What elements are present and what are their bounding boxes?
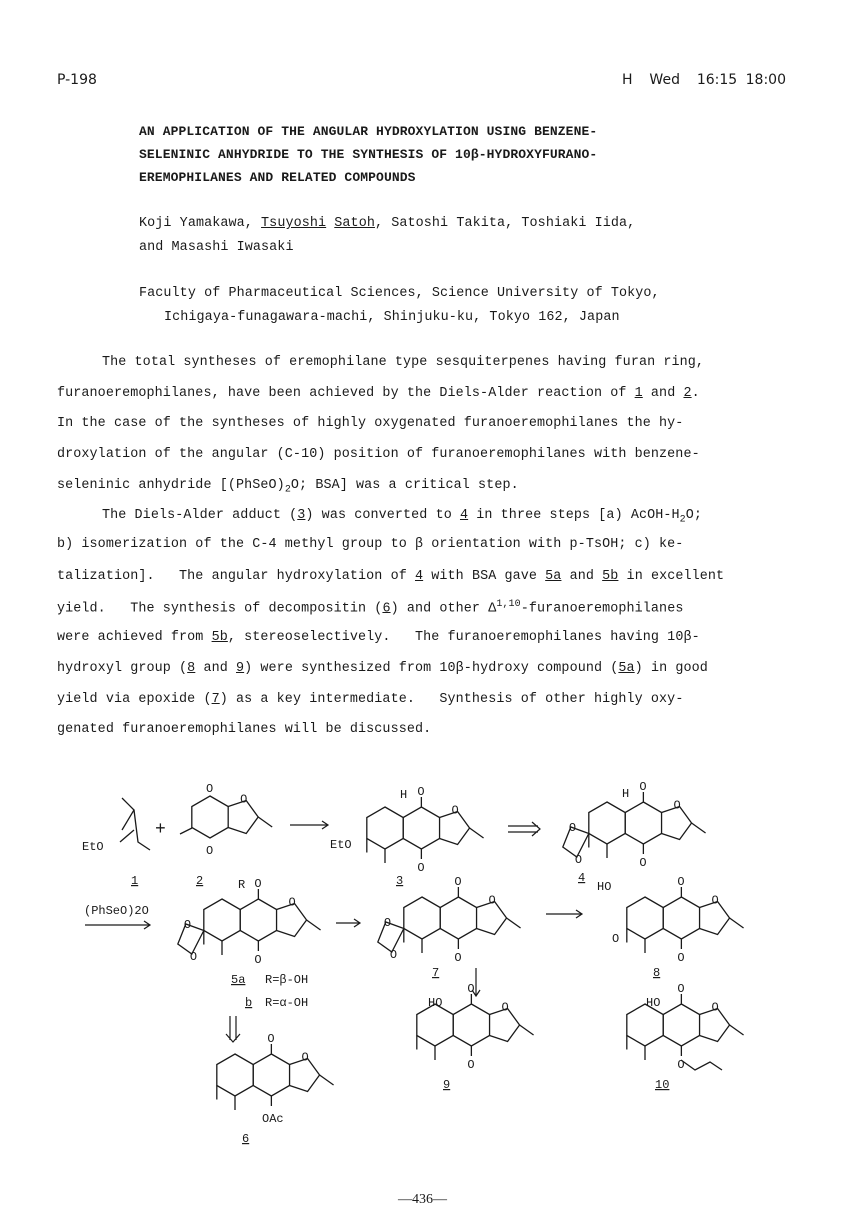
ring [204, 899, 240, 941]
compound-reference: 6 [382, 601, 391, 617]
atom-label: O [267, 1032, 275, 1046]
methyl-bond [180, 828, 192, 834]
compound-label-9: 9 [443, 1078, 451, 1092]
text-segment: and [642, 386, 684, 401]
methyl-bond [730, 918, 744, 928]
text-segment: Koji Yamakawa, [139, 216, 262, 231]
compound-label-10: 10 [655, 1078, 670, 1092]
ring [367, 807, 403, 849]
text-segment: furanoeremophilanes, have been achieved by the Diels-Alder reaction of [57, 386, 635, 401]
body-line [102, 355, 704, 370]
compound-reference: 4 [459, 508, 469, 523]
substituent-eto: EtO [330, 838, 352, 852]
atom-label: O [711, 1000, 719, 1015]
arrow [85, 921, 150, 929]
affiliation-line: Faculty of Pharmaceutical Sciences, Science University of Tokyo, [139, 286, 660, 301]
body-line [102, 508, 702, 526]
text-segment: , stereoselectively. The furanoeremophilanes having 10β- [227, 630, 700, 645]
arrow [336, 919, 360, 927]
compound-reference: Satoh [334, 216, 375, 231]
methyl-bond [307, 920, 321, 930]
authors-line: and Masashi Iwasaki [139, 240, 294, 255]
body-line [57, 416, 683, 431]
body-line [57, 569, 724, 584]
methyl-bond [258, 817, 272, 827]
authors-line [139, 216, 635, 231]
arrow [546, 910, 582, 918]
body-line [57, 722, 431, 737]
atom-label: O [711, 893, 719, 908]
atom-label: O [383, 916, 392, 930]
session-time: H Wed 16:15 18:00 [622, 72, 786, 88]
text-segment: b) isomerization of the C-4 methyl group to β orientation with p-TsOH; c) ke- [57, 537, 684, 552]
atom-label: O [417, 785, 425, 799]
atom-label: O [677, 1058, 685, 1072]
r-5b: R=α-OH [265, 996, 309, 1010]
compound-label-1: 1 [131, 874, 139, 888]
ring [440, 897, 476, 939]
text-segment: 1,10 [496, 599, 521, 610]
compound-reference: 2 [683, 386, 692, 401]
text-segment: in excellent [618, 569, 725, 584]
text-segment: droxylation of the angular (C-10) position of furanoeremophilanes with benzene- [57, 447, 700, 462]
body-line [57, 692, 683, 707]
text-segment: were achieved from [57, 630, 212, 645]
ring [403, 807, 439, 849]
text-segment: ) was converted to [305, 508, 460, 523]
compound-reference: Tsuyoshi [261, 216, 327, 231]
text-segment: 2 [284, 484, 291, 496]
text-segment: yield via epoxide ( [57, 692, 212, 707]
text-segment: -furanoeremophilanes [520, 601, 684, 617]
text-segment: The total syntheses of eremophilane type sesquiterpenes having furan ring, [102, 355, 705, 370]
r-5a: R=β-OH [265, 973, 309, 987]
methyl-bond [730, 1025, 744, 1035]
compound-label-5b: b [245, 996, 253, 1010]
atom-label: O [677, 982, 685, 996]
atom-label: O [677, 951, 685, 965]
text-segment: and [561, 569, 603, 584]
reaction-scheme [0, 770, 850, 1150]
substituent-oac: OAc [262, 1112, 284, 1126]
atom-label: O [501, 1000, 509, 1015]
double-arrow [226, 1016, 240, 1042]
text-segment: O; BSA] was a critical step. [290, 478, 519, 493]
compound-reference: 5b [602, 569, 619, 584]
compound-reference: 1 [634, 386, 643, 401]
substituent-ho: HO [646, 996, 661, 1010]
substituent-ho: HO [428, 996, 443, 1010]
text-segment: yield. The synthesis of decompositin ( [57, 601, 383, 617]
ring [663, 1004, 699, 1046]
body-line [57, 386, 700, 401]
title-line: EREMOPHILANES AND RELATED COMPOUNDS [139, 170, 416, 185]
substituent-ho: HO [597, 880, 612, 894]
compound-reference: 7 [211, 692, 220, 707]
atom-label: O [454, 951, 462, 965]
atom-label: O [467, 982, 475, 996]
compound-reference: 5b [211, 630, 228, 645]
text-segment: ) were synthesized from 10β-hydroxy compound ( [244, 661, 619, 676]
atom-label: O [288, 895, 296, 910]
atom-label: O [639, 856, 647, 870]
text-segment: with BSA gave [423, 569, 546, 584]
affiliation-line: Ichigaya-funagawara-machi, Shinjuku-ku, Tokyo 162, Japan [164, 310, 620, 325]
text-segment: and [195, 661, 236, 676]
compound-label-2: 2 [196, 874, 204, 888]
text-segment: genated furanoeremophilanes will be discussed. [57, 722, 432, 737]
ring [192, 796, 228, 838]
diene [122, 798, 134, 830]
atom-label: O [574, 853, 583, 867]
methyl-bond [692, 823, 706, 833]
page-number: —436— [398, 1192, 447, 1207]
reagent-label: (PhSeO)2O [84, 904, 149, 918]
methyl-bond [470, 828, 484, 838]
ring [417, 1004, 453, 1046]
ring [663, 897, 699, 939]
body-line [57, 447, 700, 462]
body-line [57, 630, 700, 645]
methyl-bond [520, 1025, 534, 1035]
diene [120, 830, 134, 842]
compound-label-6: 6 [242, 1132, 250, 1146]
compound-reference: 8 [187, 661, 196, 676]
atom-label: O [417, 861, 425, 875]
ring [404, 897, 440, 939]
substituent-r: R [238, 878, 246, 892]
atom-label: O [488, 893, 496, 908]
methyl-bond [320, 1075, 334, 1085]
text-segment: hydroxyl group ( [57, 661, 188, 676]
substituent-h: H [400, 788, 408, 802]
ester [681, 1060, 722, 1070]
compound-label-5a: 5a [231, 973, 246, 987]
poster-id: P-198 [57, 72, 97, 88]
atom-label: O [301, 1050, 309, 1065]
text-segment: . [691, 386, 700, 401]
atom-label: O [673, 798, 681, 813]
plus-sign: + [155, 820, 166, 840]
title-line: SELENINIC ANHYDRIDE TO THE SYNTHESIS OF 10β-HYDROXYFURANO- [139, 147, 598, 162]
ring [253, 1054, 289, 1096]
text-segment: In the case of the syntheses of highly oxygenated furanoeremophilanes the hy- [57, 416, 684, 431]
compound-reference: 5a [545, 569, 562, 584]
substituent-h: H [622, 787, 630, 801]
atom-label: O [389, 948, 398, 962]
double-arrow [508, 822, 540, 836]
ring [589, 802, 625, 844]
text-segment: , Satoshi Takita, Toshiaki Iida, [374, 216, 636, 231]
ring [217, 1054, 253, 1096]
title-line: AN APPLICATION OF THE ANGULAR HYDROXYLATION USING BENZENE- [139, 124, 598, 139]
body-line [57, 599, 683, 616]
text-segment: The Diels-Alder adduct ( [102, 508, 298, 523]
body-line [57, 537, 683, 552]
text-segment: in three steps [a) AcOH-H [468, 508, 680, 523]
atom-label: O [454, 875, 462, 889]
text-segment: 2 [679, 514, 686, 526]
atom-label: O [451, 803, 459, 818]
body-line [57, 661, 708, 676]
ring [240, 899, 276, 941]
text-segment: O; [685, 508, 703, 523]
atom-label: O [677, 875, 685, 889]
compound-reference: 5a [618, 661, 635, 676]
atom-label: O [568, 821, 577, 835]
text-segment: ) in good [634, 661, 708, 676]
body-line [57, 478, 519, 496]
compound-label-3: 3 [396, 874, 404, 888]
ring [625, 802, 661, 844]
atom-label: O [254, 877, 262, 891]
ring [627, 897, 663, 939]
arrow [290, 821, 328, 829]
text-segment: talization]. The angular hydroxylation of [57, 569, 415, 584]
atom-label: O [467, 1058, 475, 1072]
compound-reference: 3 [297, 508, 306, 523]
atom-label: O [206, 782, 214, 796]
ring [627, 1004, 663, 1046]
ring [453, 1004, 489, 1046]
atom-label: O [254, 953, 262, 967]
atom-label: O [206, 844, 214, 858]
compound-reference: 4 [414, 569, 424, 584]
text-segment: seleninic anhydride [(PhSeO) [57, 478, 285, 493]
atom-label: O [189, 950, 198, 964]
atom-label: O [612, 932, 620, 946]
atom-label: O [639, 780, 647, 794]
atom-label: O [240, 792, 248, 807]
methyl-bond [507, 918, 521, 928]
text-segment: ) and other Δ [390, 601, 497, 617]
compound-label-4: 4 [578, 871, 586, 885]
substituent-eto: EtO [82, 840, 104, 854]
compound-label-8: 8 [653, 966, 661, 980]
atom-label: O [183, 918, 192, 932]
compound-label-7: 7 [432, 966, 440, 980]
text-segment: ) as a key intermediate. Synthesis of other highly oxy- [219, 692, 684, 707]
compound-reference: 9 [236, 661, 245, 676]
diene [134, 810, 150, 850]
